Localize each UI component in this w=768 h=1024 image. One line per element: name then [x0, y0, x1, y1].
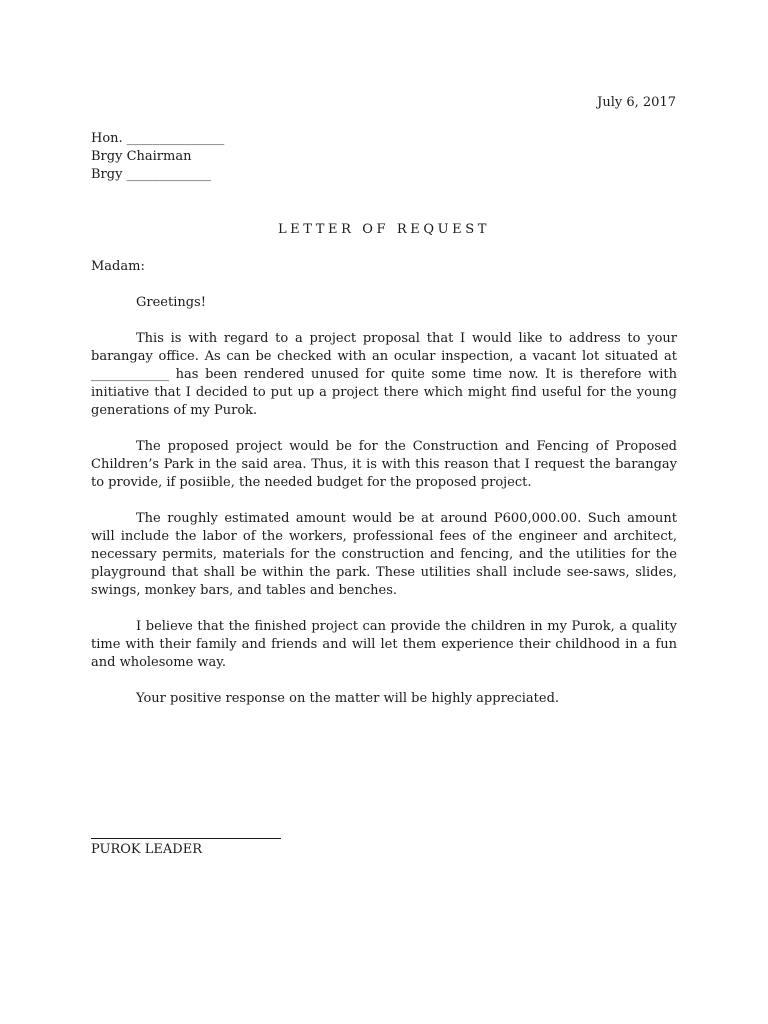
paragraph-benefit: I believe that the finished project can provide the children in my Purok, a quality time with their family and friends and will let them experience their childhood in a fun and wholesome way. [91, 619, 677, 670]
recipient-line-position: Brgy Chairman [91, 149, 192, 164]
salutation: Madam: [91, 259, 145, 274]
signature-line [91, 822, 281, 839]
letter-body [91, 294, 677, 726]
paragraph-proposal: This is with regard to a project proposal that I would like to address to your barangay office. As can be checked with an ocular inspection, a vacant lot situated at ____________ has been rendered unused for quite some time now. It is therefore with initiative that I decided to put up a project there which might find useful for the young generations of my Purok. [91, 331, 677, 418]
paragraph-closing: Your positive response on the matter will be highly appreciated. [136, 691, 560, 706]
recipient-block [91, 130, 224, 184]
paragraph-project: The proposed project would be for the Construction and Fencing of Proposed Children’s Park in the said area. Thus, it is with this reason that I request the barangay to provide, if posiible, the needed budget for the proposed project. [91, 439, 677, 490]
paragraph-greeting: Greetings! [136, 295, 206, 310]
signature-label: PUROK LEADER [91, 842, 202, 857]
recipient-line-barangay: Brgy _____________ [91, 167, 212, 182]
letter-date: July 6, 2017 [597, 95, 676, 110]
paragraph-budget: The roughly estimated amount would be at around P600,000.00. Such amount will include the labor of the workers, professional fees of the engineer and architect, necessary permits, materials for the construction and fencing, and the utilities for the playground that shall be within the park. These utilities shall include see-saws, slides, swings, monkey bars, and tables and benches. [91, 511, 677, 598]
signature-block [91, 822, 281, 859]
recipient-line-honorific: Hon. _______________ [91, 131, 225, 146]
letter-title: LETTER OF REQUEST [277, 222, 491, 237]
